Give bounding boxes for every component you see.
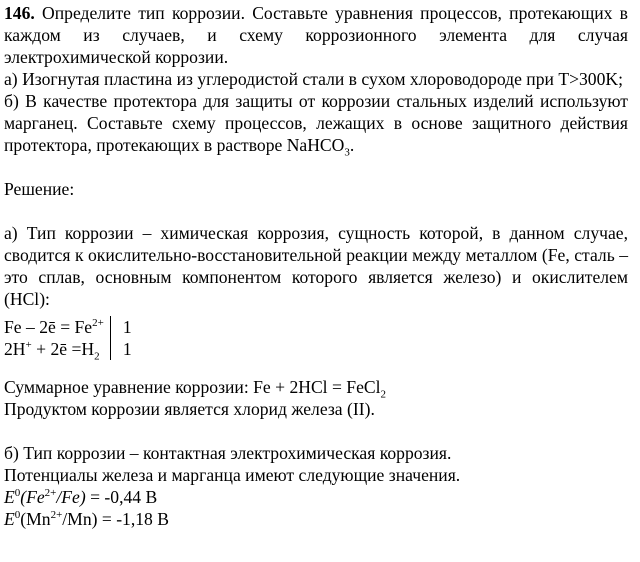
- problem-part-b: б) В качестве протектора для защиты от коррозии стальных изделий используют марганец. Составьте схему процессов, лежащих в основе защитного действия протектора, протекающих в растворе NaHCO$_3$.: [4, 91, 628, 159]
- reduction-equation: 2H+ + 2ē $=H_2$: [4, 338, 110, 360]
- problem-intro: Определите тип коррозии. Составьте уравнения процессов, протекающих в каждом из случаев, и схему коррозионного элемента для случая электрохимической коррозии.: [4, 3, 628, 67]
- spacer: [4, 420, 628, 442]
- potential-manganese: $E^0(Mn^{2+}/Mn) = -1,18$ В: [4, 509, 169, 529]
- overall-equation: Суммарное уравнение коррозии: Fe + 2HCl = FeCl$_2$: [4, 377, 387, 401]
- potentials-intro: Потенциалы железа и марганца имеют следующие значения.: [4, 465, 461, 485]
- solution-part-a: а) Тип коррозии – химическая коррозия, сущность которой, в данном случае, сводится к окислительно-восстановительной реакции между металлом (Fe, сталь – это сплав, основным компонентом которого является железо) и окислителем (HCl):: [4, 223, 628, 309]
- potential-iron: $E^0(Fe^{2+}/Fe) = -0,44$ В: [4, 487, 158, 507]
- spacer: [4, 366, 628, 376]
- oxidation-coefficient: 1: [122, 317, 132, 337]
- problem-part-a: а) Изогнутая пластина из углеродистой стали в сухом хлороводороде при T>300K;: [4, 69, 623, 89]
- reduction-coefficient: 1: [122, 339, 132, 359]
- solution-heading: Решение:: [4, 179, 75, 199]
- half-reaction-row: [4, 316, 132, 338]
- spacer: [4, 200, 628, 222]
- half-reactions-table: [4, 316, 132, 363]
- oxidation-equation: Fe – 2ē = $Fe^{2+}$: [4, 316, 110, 338]
- solution-part-b-type: б) Тип коррозии – контактная электрохимическая коррозия.: [4, 443, 452, 463]
- half-reaction-row: [4, 338, 132, 360]
- problem-number: 146.: [4, 3, 35, 23]
- spacer: [4, 156, 628, 178]
- problem-statement: [4, 2, 628, 68]
- corrosion-product: Продуктом коррозии является хлорид железа (II).: [4, 399, 375, 419]
